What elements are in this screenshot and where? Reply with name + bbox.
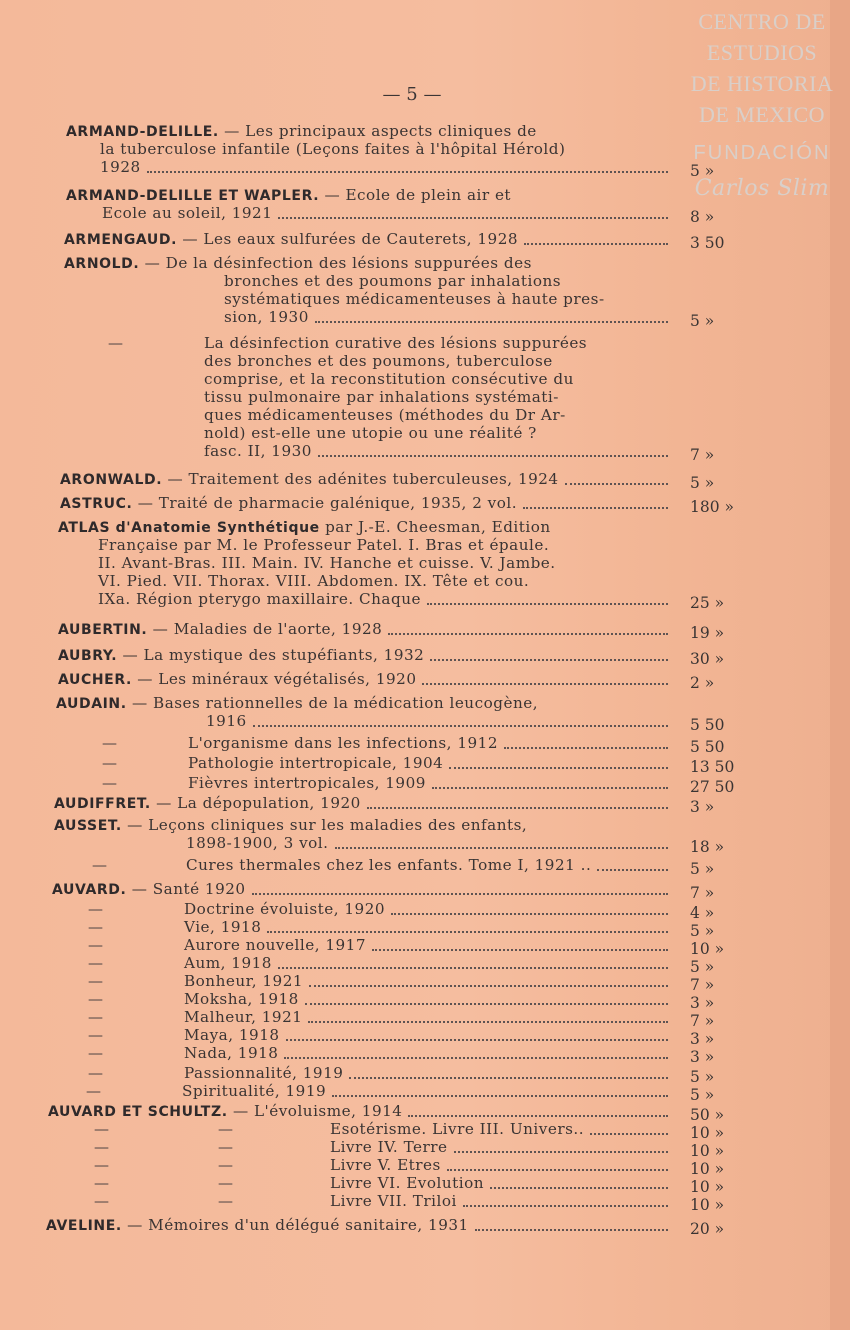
entry-title-line: Cures thermales chez les enfants. Tome I, 1921 ..	[186, 856, 592, 874]
entry-title-line: Pathologie intertropicale, 1904	[188, 754, 444, 772]
entry-price: 5 »	[690, 1068, 715, 1086]
entry-title-line: Les principaux aspects cliniques de	[245, 122, 537, 140]
entry-price: 8 »	[690, 208, 715, 226]
entry-title-line: systématiques médicamenteuses à haute pres-	[224, 290, 605, 308]
entry-price: 10 »	[690, 1160, 725, 1178]
entry-title-line: Aum, 1918	[184, 954, 272, 972]
entry-author: AVELINE.	[46, 1218, 122, 1234]
dot-leader	[367, 807, 668, 809]
dot-leader	[388, 633, 668, 635]
entry-author: ARMENGAUD.	[64, 232, 178, 248]
entry-price: 10 »	[690, 1178, 725, 1196]
entry-price: 13 50	[690, 758, 735, 776]
entry-price: 10 »	[690, 940, 725, 958]
entry-price: 3 »	[690, 1048, 715, 1066]
entry-title-line: Traitement des adénites tuberculeuses, 1924	[188, 470, 559, 488]
dot-leader	[278, 967, 668, 969]
entry-title-line: ques médicamenteuses (méthodes du Dr Ar-	[204, 406, 566, 424]
entry-separator: —	[139, 254, 166, 272]
catalog-entry	[58, 620, 382, 638]
dot-leader	[391, 913, 668, 915]
entry-title-line: Ecole de plein air et	[345, 186, 512, 204]
entry-price: 5 50	[690, 716, 725, 734]
entry-price: 5 »	[690, 1086, 715, 1104]
dot-leader	[523, 507, 668, 509]
entry-separator: —	[126, 880, 153, 898]
entry-title-line: Livre V. Etres	[330, 1156, 441, 1174]
entry-author: AUDIFFRET.	[54, 796, 151, 812]
catalog-entry	[48, 1102, 402, 1120]
entry-title-line: Esotérisme. Livre III. Univers..	[330, 1120, 585, 1138]
continuation-dash: —	[94, 1192, 109, 1210]
entry-separator: —	[126, 694, 154, 712]
dot-leader	[408, 1115, 668, 1117]
continuation-dash: —	[88, 1064, 103, 1082]
entry-title-line: Livre VII. Triloi	[330, 1192, 457, 1210]
entry-price: 7 »	[690, 884, 715, 902]
entry-title-line: comprise, et la reconstitution consécutive du	[204, 370, 574, 388]
continuation-dash: —	[88, 990, 103, 1008]
continuation-dash: —	[88, 1026, 103, 1044]
dot-leader	[565, 483, 668, 485]
entry-separator: —	[121, 1216, 149, 1234]
entry-title-line: La mystique des stupéfiants, 1932	[143, 646, 425, 664]
dot-leader	[490, 1187, 668, 1189]
entry-price: 3 »	[690, 994, 715, 1012]
dot-leader	[267, 931, 668, 933]
dot-leader	[318, 455, 668, 457]
entry-title-line: Française par M. le Professeur Patel. I. Bras et épaule.	[98, 536, 550, 554]
watermark-line: DE MEXICO	[698, 102, 826, 127]
entry-title-line: IXa. Région pterygo maxillaire. Chaque	[98, 590, 421, 608]
entry-price: 20 »	[690, 1220, 725, 1238]
entry-separator: —	[319, 186, 346, 204]
continuation-dash: —	[94, 1156, 109, 1174]
watermark-signature: Carlos Slim	[694, 176, 830, 201]
entry-title-line: Leçons cliniques sur les maladies des enfants,	[148, 816, 528, 834]
entry-title-line: Les minéraux végétalisés, 1920	[158, 670, 417, 688]
continuation-dash: —	[92, 856, 107, 874]
entry-price: 10 »	[690, 1142, 725, 1160]
dot-leader	[454, 1151, 668, 1153]
continuation-dash: —	[218, 1174, 233, 1192]
dot-leader	[309, 985, 668, 987]
catalog-entry	[66, 122, 537, 140]
catalog-entry	[54, 794, 361, 812]
entry-title-line: Passionnalité, 1919	[184, 1064, 344, 1082]
entry-price: 19 »	[690, 624, 725, 642]
catalog-entry	[52, 880, 246, 898]
entry-author: ARNOLD.	[64, 256, 140, 272]
watermark-fundacion: FUNDACIÓN	[693, 142, 831, 164]
dot-leader	[449, 767, 668, 769]
entry-title-line: Nada, 1918	[184, 1044, 279, 1062]
entry-price: 25 »	[690, 594, 725, 612]
entry-separator: —	[218, 122, 246, 140]
entry-price: 10 »	[690, 1124, 725, 1142]
continuation-dash: —	[218, 1156, 233, 1174]
dot-leader	[305, 1003, 668, 1005]
entry-separator: —	[132, 494, 159, 512]
entry-price: 5 »	[690, 162, 715, 180]
catalog-entry	[56, 694, 538, 712]
entry-author: ARMAND-DELILLE.	[66, 124, 219, 140]
dot-leader	[427, 603, 668, 605]
continuation-dash: —	[88, 900, 103, 918]
watermark-line: DE HISTORIA	[690, 71, 834, 96]
entry-separator: —	[177, 230, 204, 248]
entry-title-line: la tuberculose infantile (Leçons faites à l'hôpital Hérold)	[100, 140, 566, 158]
entry-author: AUCHER.	[58, 672, 132, 688]
entry-title-line: Traité de pharmacie galénique, 1935, 2 vol.	[158, 494, 518, 512]
entry-price: 18 »	[690, 838, 725, 856]
entry-price: 7 »	[690, 976, 715, 994]
dot-leader	[284, 1057, 668, 1059]
continuation-dash: —	[88, 972, 103, 990]
entry-author: AUVARD.	[52, 882, 127, 898]
entry-title-line: Bases rationnelles de la médication leucogène,	[153, 694, 539, 712]
continuation-dash: —	[88, 918, 103, 936]
page-number: — 5 —	[382, 84, 442, 105]
continuation-dash: —	[102, 774, 117, 792]
continuation-dash: —	[102, 754, 117, 772]
entry-author: ARMAND-DELILLE ET WAPLER.	[66, 188, 320, 204]
catalog-entry	[54, 816, 527, 834]
entry-price: 7 »	[690, 446, 715, 464]
dot-leader	[597, 869, 668, 871]
catalog-entry	[58, 670, 416, 688]
entry-author: ATLAS d'Anatomie Synthétique	[58, 520, 320, 536]
continuation-dash: —	[88, 936, 103, 954]
watermark-line: ESTUDIOS	[706, 40, 818, 65]
entry-price: 5 »	[690, 922, 715, 940]
continuation-dash: —	[94, 1120, 109, 1138]
entry-title-line: Spiritualité, 1919	[182, 1082, 327, 1100]
continuation-dash: —	[108, 334, 123, 352]
entry-title-line: bronches et des poumons par inhalations	[224, 272, 562, 290]
entry-author: AUSSET.	[54, 818, 122, 834]
dot-leader	[504, 747, 668, 749]
entry-author: AUBRY.	[58, 648, 118, 664]
entry-title-line: des bronches et des poumons, tuberculose	[204, 352, 553, 370]
dot-leader	[590, 1133, 668, 1135]
dot-leader	[332, 1095, 668, 1097]
dot-leader	[463, 1205, 668, 1207]
entry-title-line: tissu pulmonaire par inhalations systémati-	[204, 388, 559, 406]
entry-price: 4 »	[690, 904, 715, 922]
entry-price: 50 »	[690, 1106, 725, 1124]
entry-title-line: fasc. II, 1930	[204, 442, 312, 460]
continuation-dash: —	[86, 1082, 101, 1100]
entry-price: 5 »	[690, 312, 715, 330]
entry-title-line: Aurore nouvelle, 1917	[184, 936, 367, 954]
dot-leader	[253, 725, 668, 727]
entry-price: 7 »	[690, 1012, 715, 1030]
catalog-entry	[64, 254, 532, 272]
entry-title-line: 1898-1900, 3 vol.	[186, 834, 329, 852]
entry-title-line: nold) est-elle une utopie ou une réalité ?	[204, 424, 537, 442]
catalog-entry	[46, 1216, 469, 1234]
entry-title-line: Bonheur, 1921	[184, 972, 304, 990]
entry-price: 5 »	[690, 474, 715, 492]
entry-separator: —	[150, 794, 178, 812]
entry-title-line: De la désinfection des lésions suppurées des	[165, 254, 532, 272]
entry-separator: —	[121, 816, 149, 834]
entry-price: 3 50	[690, 234, 725, 252]
catalog-entry	[66, 186, 511, 204]
continuation-dash: —	[102, 734, 117, 752]
entry-price: 2 »	[690, 674, 715, 692]
entry-title-line: Moksha, 1918	[184, 990, 299, 1008]
catalog-entry	[64, 230, 518, 248]
dot-leader	[447, 1169, 668, 1171]
entry-price: 5 50	[690, 738, 725, 756]
entry-title-line: La dépopulation, 1920	[177, 794, 361, 812]
dot-leader	[372, 949, 668, 951]
entry-title-line: Ecole au soleil, 1921	[102, 204, 273, 222]
catalog-entry	[58, 646, 424, 664]
entry-price: 3 »	[690, 1030, 715, 1048]
continuation-dash: —	[218, 1120, 233, 1138]
entry-title-line: Maladies de l'aorte, 1928	[173, 620, 383, 638]
entry-author: AUDAIN.	[56, 696, 127, 712]
entry-title-line: Les eaux sulfurées de Cauterets, 1928	[203, 230, 519, 248]
entry-separator: —	[117, 646, 144, 664]
entry-price: 3 »	[690, 798, 715, 816]
entry-title-line: Maya, 1918	[184, 1026, 280, 1044]
entry-separator: —	[131, 670, 159, 688]
dot-leader	[422, 683, 668, 685]
entry-price: 5 »	[690, 958, 715, 976]
dot-leader	[278, 217, 668, 219]
entry-title-line: 1916	[206, 712, 247, 730]
watermark-line: CENTRO DE	[698, 9, 826, 34]
dot-leader	[349, 1077, 668, 1079]
entry-title-line: Doctrine évoluiste, 1920	[184, 900, 386, 918]
continuation-dash: —	[218, 1192, 233, 1210]
entry-title-line: L'évoluisme, 1914	[253, 1102, 403, 1120]
entry-separator: —	[227, 1102, 254, 1120]
entry-title-line: 1928	[100, 158, 141, 176]
entry-separator: —	[147, 620, 174, 638]
continuation-dash: —	[88, 1044, 103, 1062]
entry-author: ARONWALD.	[60, 472, 163, 488]
dot-leader	[524, 243, 668, 245]
dot-leader	[430, 659, 668, 661]
entry-author: ASTRUC.	[60, 496, 133, 512]
continuation-dash: —	[94, 1138, 109, 1156]
continuation-dash: —	[218, 1138, 233, 1156]
entry-separator: —	[162, 470, 189, 488]
entry-price: 5 »	[690, 860, 715, 878]
entry-title-line: La désinfection curative des lésions suppurées	[204, 334, 588, 352]
dot-leader	[432, 787, 668, 789]
entry-title-line: Livre VI. Evolution	[330, 1174, 485, 1192]
entry-title-line: L'organisme dans les infections, 1912	[188, 734, 498, 752]
entry-title-line: VI. Pied. VII. Thorax. VIII. Abdomen. IX. Tête et cou.	[98, 572, 530, 590]
entry-title-line: sion, 1930	[224, 308, 309, 326]
continuation-dash: —	[88, 1008, 103, 1026]
entry-title-line: Vie, 1918	[184, 918, 262, 936]
catalog-entry	[58, 518, 551, 536]
entry-title-line: Fièvres intertropicales, 1909	[188, 774, 426, 792]
dot-leader	[147, 171, 668, 173]
dot-leader	[286, 1039, 668, 1041]
continuation-dash: —	[94, 1174, 109, 1192]
entry-title-line: Malheur, 1921	[184, 1008, 303, 1026]
dot-leader	[335, 847, 668, 849]
entry-price: 180 »	[690, 498, 734, 516]
entry-author: AUVARD ET SCHULTZ.	[48, 1104, 228, 1120]
entry-price: 30 »	[690, 650, 725, 668]
catalog-entry	[60, 494, 517, 512]
entry-title-line: par J.-E. Cheesman, Edition	[325, 518, 551, 536]
entry-price: 10 »	[690, 1196, 725, 1214]
entry-author: AUBERTIN.	[58, 622, 148, 638]
entry-title-line: Santé 1920	[152, 880, 246, 898]
dot-leader	[315, 321, 668, 323]
entry-title-line: Livre IV. Terre	[330, 1138, 448, 1156]
dot-leader	[475, 1229, 668, 1231]
continuation-dash: —	[88, 954, 103, 972]
catalog-entry	[60, 470, 559, 488]
entry-title-line: II. Avant-Bras. III. Main. IV. Hanche et cuisse. V. Jambe.	[98, 554, 556, 572]
dot-leader	[252, 893, 668, 895]
entry-title-line: Mémoires d'un délégué sanitaire, 1931	[148, 1216, 469, 1234]
dot-leader	[308, 1021, 668, 1023]
entry-price: 27 50	[690, 778, 735, 796]
